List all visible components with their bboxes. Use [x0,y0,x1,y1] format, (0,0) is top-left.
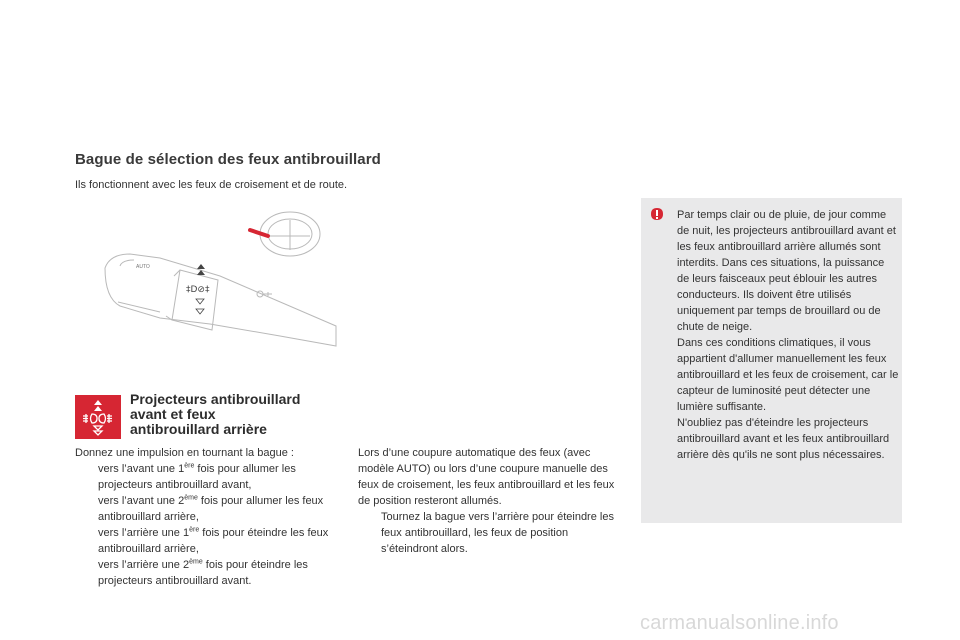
warning-paragraph: Dans ces conditions climatiques, il vous appartient d'allumer manuellement les feux antibrouillard et les feux de croisement, car le capteur de luminosité peut détecter une lumière suffisante. [677,337,899,413]
section-heading: Bague de sélection des feux antibrouillard [75,151,381,168]
watermark: carmanualsonline.info [640,612,839,634]
instructions-lead: Donnez une impulsion en tournant la bague : [75,447,294,459]
fog-lamp-badge [75,395,121,439]
auto-cutoff-column [358,445,628,557]
fog-lamp-stalk-illustration [100,206,340,356]
list-item: Tournez la bague vers l’arrière pour éteindre les feux antibrouillard, les feux de position s’éteindront alors. [381,511,614,555]
warning-paragraph: N'oubliez pas d'éteindre les projecteurs antibrouillard avant et les feux antibrouillard arrière dès qu'ils ne sont plus nécessaires. [677,417,890,461]
intro-text: Ils fonctionnent avec les feux de croisement et de route. [75,179,348,191]
auto-label: AUTO [136,264,150,270]
subsection-title-line: avant et feux [130,406,216,422]
warning-text [677,207,899,463]
warning-exclamation-icon [649,206,665,222]
warning-paragraph: Par temps clair ou de pluie, de jour comme de nuit, les projecteurs antibrouillard avant et les feux antibrouillard arrière allumés sont interdits. Dans ces situations, la puissance de leurs faisceaux peut éblouir les autres conducteurs. Ils doivent être utilisés uniquement par temps de brouillard ou de chute de neige. [677,209,896,333]
fog-symbols-label: ‡D⊘‡ [186,285,210,295]
subsection-title-line: antibrouillard arrière [130,421,267,437]
list-item: vers l’avant une 2ème fois pour allumer les feux antibrouillard arrière, [98,494,324,523]
fog-lamp-icon [75,395,121,439]
list-item: vers l’arrière une 2ème fois pour éteindre les projecteurs antibrouillard avant. [98,558,308,587]
list-item: vers l’avant une 1ère fois pour allumer les projecteurs antibrouillard avant, [98,462,296,491]
subsection-title [130,392,300,437]
subsection-title-line: Projecteurs antibrouillard [130,391,301,407]
list-item: vers l’arrière une 1ère fois pour éteindre les feux antibrouillard arrière, [98,526,329,555]
instructions-column [75,445,345,589]
auto-cutoff-text: Lors d’une coupure automatique des feux (avec modèle AUTO) ou lors d’une coupure manuelle des feux de croisement, les feux antibrouillard et les feux de position resteront allumés. [358,447,615,507]
